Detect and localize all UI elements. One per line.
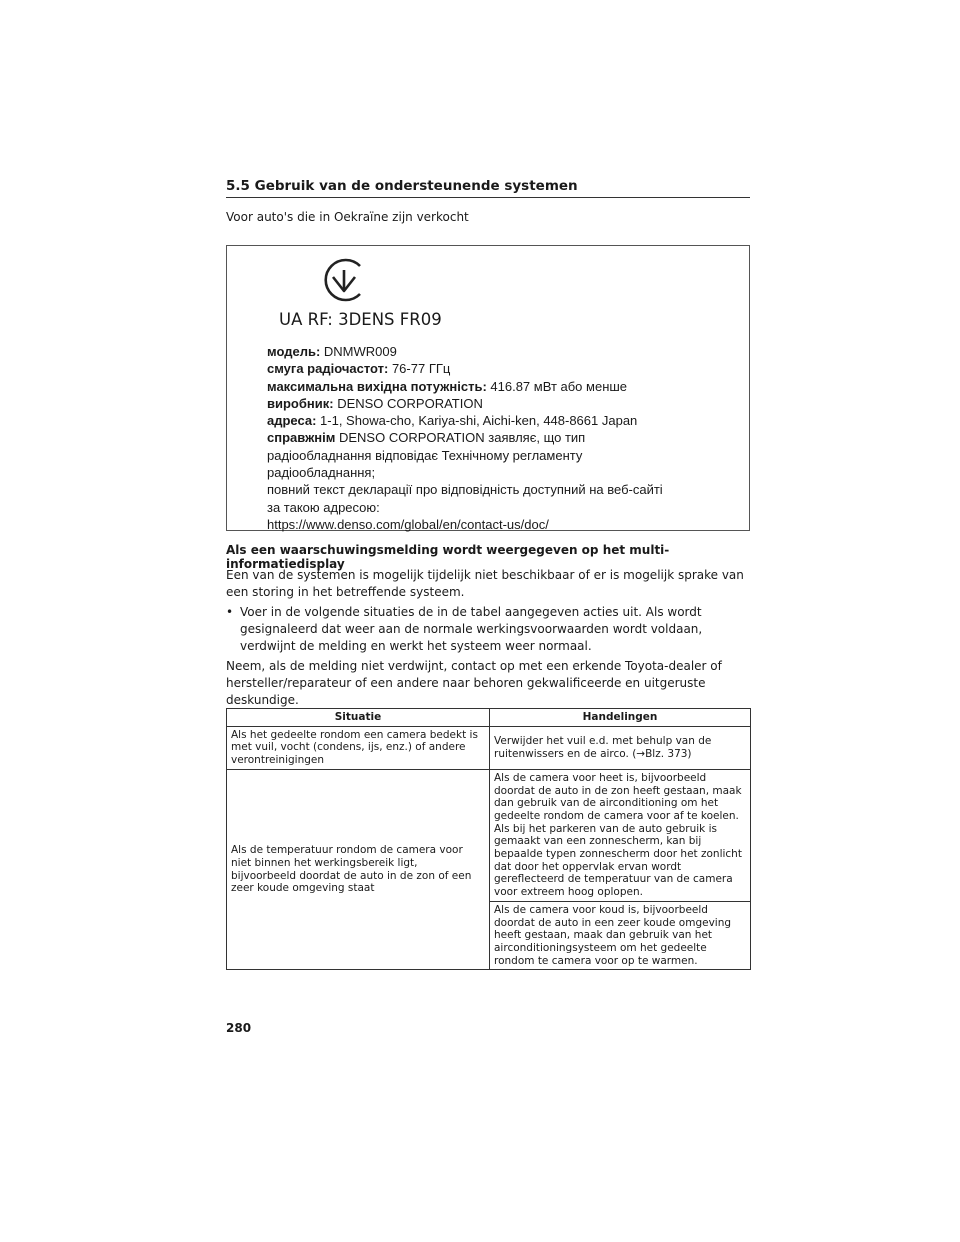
ukraine-conformity-mark-icon	[320, 256, 368, 304]
page-number: 280	[226, 1021, 252, 1035]
label-line-value: 76-77 ГГц	[391, 361, 451, 377]
situation-cell: Als het gedeelte rondom een camera bedekt is met vuil, vocht (condens, ijs, enz.) of andere verontreinigingen	[227, 726, 490, 769]
label-line-lead: модель:	[267, 344, 324, 359]
warning-heading: Als een waarschuwingsmelding wordt weergegeven op het multi-informatiedisplay	[226, 543, 670, 571]
label-line-value: радіообладнання відповідає Технічному регламенту	[267, 447, 583, 463]
action-cell: Als de camera voor koud is, bijvoorbeeld doordat de auto in een zeer koude omgeving heeft gestaan, maak dan gebruik van het airconditioningsysteem om het gedeelte rondom te camera voor op te warmen.	[490, 901, 751, 970]
label-line-value: https://www.denso.com/global/en/contact-us/doc/	[267, 516, 549, 532]
label-line	[267, 378, 737, 395]
label-line	[267, 429, 737, 446]
label-line-lead: смуга радіочастот:	[267, 361, 392, 377]
table-row	[227, 769, 751, 901]
label-line	[267, 447, 737, 464]
action-cell: Verwijder het vuil e.d. met behulp van de ruitenwissers en de airco. (→Blz. 373)	[490, 726, 751, 769]
label-line-lead: адреса:	[267, 413, 321, 429]
bullet-text: Voer in de volgende situaties de in de tabel aangegeven acties uit. Als wordt gesignaleerd dat weer aan de normale werkingsvoorwaarden wordt voldaan, verdwijnt de melding en werkt het systeem weer normaal.	[240, 605, 703, 653]
label-line	[267, 516, 737, 533]
label-line	[267, 360, 737, 377]
label-line-value: DENSO CORPORATION	[337, 395, 483, 411]
label-line	[267, 395, 737, 412]
label-line-value: за такою адресою:	[267, 499, 380, 515]
label-line	[267, 343, 737, 360]
section-title: 5.5 Gebruik van de ondersteunende systemen	[226, 178, 750, 198]
label-line	[267, 412, 737, 429]
paragraph-contact-dealer: Neem, als de melding niet verdwijnt, contact op met een erkende Toyota-dealer of hersteller/reparateur of een andere naar behoren gekwalificeerde en uitgeruste deskundige.	[226, 659, 722, 707]
certification-label	[226, 245, 750, 531]
label-line-lead: максимальна вихідна потужність:	[267, 378, 491, 394]
label-line-value: радіообладнання;	[267, 465, 376, 481]
ua-rf-code: UA RF: 3DENS FR09	[279, 310, 442, 329]
label-line	[267, 464, 737, 481]
header-situation: Situatie	[227, 709, 490, 727]
bullet-dot: •	[226, 605, 234, 619]
label-details	[267, 343, 737, 533]
label-line-lead: виробник:	[267, 395, 338, 411]
label-line-value: повний текст декларації про відповідність доступний на веб-сайті	[267, 482, 663, 498]
paragraph-system-unavailable: Een van de systemen is mogelijk tijdelijk niet beschikbaar of er is mogelijk sprake van een storing in het betreffende systeem.	[226, 568, 744, 599]
bullet-item	[226, 604, 750, 655]
label-line	[267, 481, 737, 498]
label-line-lead: справжнім	[267, 430, 339, 446]
label-line	[267, 499, 737, 516]
intro-text: Voor auto's die in Oekraïne zijn verkocht	[226, 210, 469, 224]
table-header-row	[227, 709, 751, 727]
header-actions: Handelingen	[490, 709, 751, 727]
label-line-value: DNMWR009	[323, 344, 397, 359]
label-line-value: DENSO CORPORATION заявляє, що тип	[338, 430, 586, 446]
situation-cell: Als de temperatuur rondom de camera voor niet binnen het werkingsbereik ligt, bijvoorbeeld doordat de auto in de zon of een zeer koude omgeving staat	[227, 769, 490, 970]
label-line-value: 416.87 мВт або менше	[490, 378, 628, 394]
situations-table	[226, 708, 751, 970]
table-row	[227, 726, 751, 769]
label-line-value: 1-1, Showa-cho, Kariya-shi, Aichi-ken, 448-8661 Japan	[320, 413, 638, 429]
action-cell: Als de camera voor heet is, bijvoorbeeld doordat de auto in de zon heeft gestaan, maak dan gebruik van de airconditioning om het gedeelte rondom de camera voor af te koelen. Als bij het parkeren van de auto gebruik is gemaakt van een zonnescherm, kan bij bepaalde typen zonnescherm door het zonlicht dat door het oppervlak ervan wordt gereflecteerd de temperatuur van de camera voor extreem hoog oplopen.	[490, 769, 751, 901]
